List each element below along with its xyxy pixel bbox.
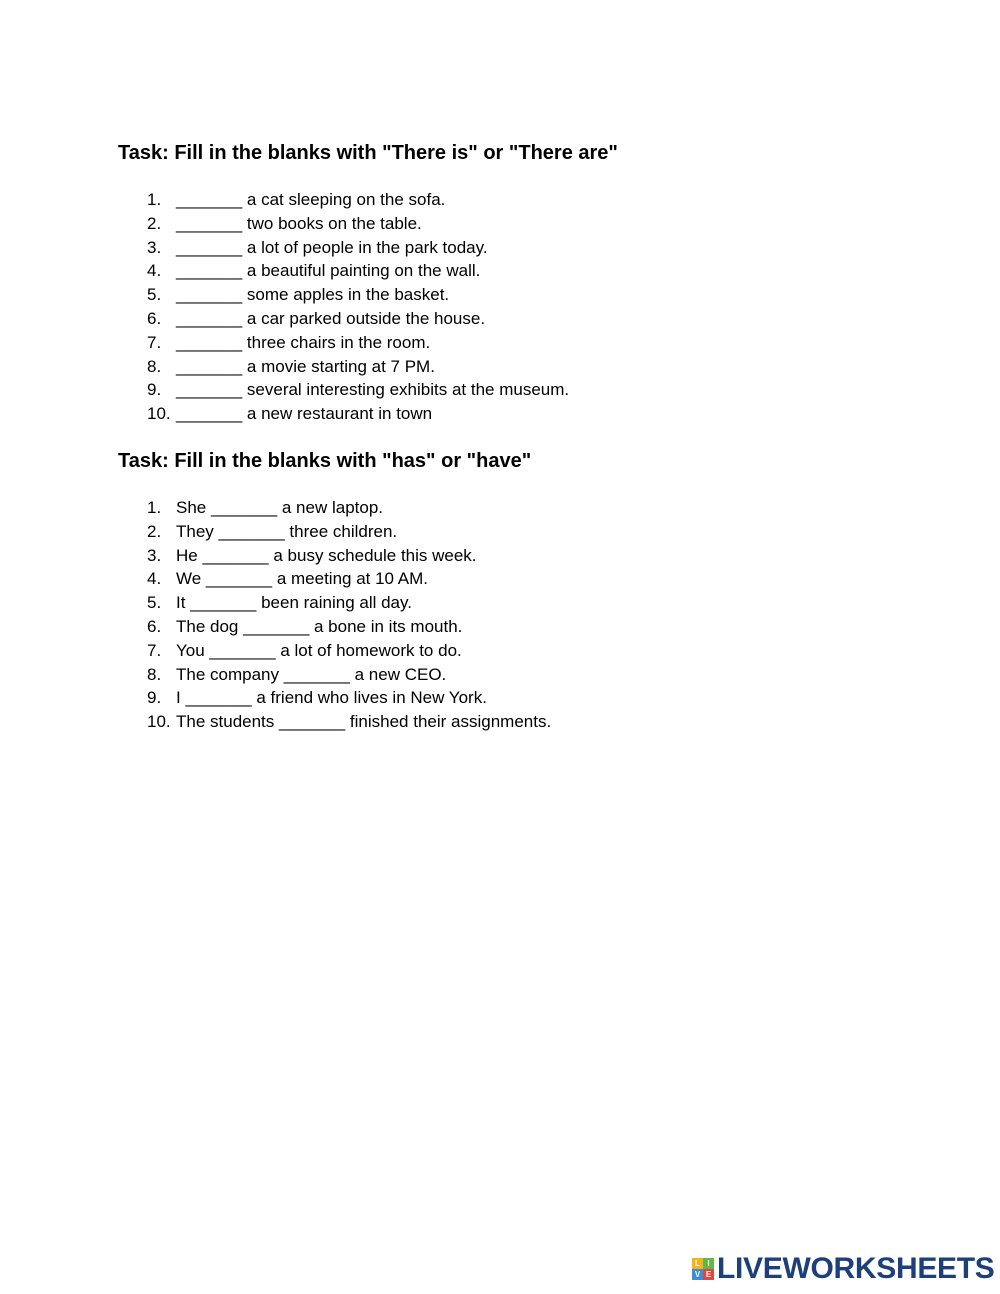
item-number: 1.: [147, 190, 162, 209]
list-item: [147, 710, 551, 734]
item-text: They _______ three children.: [176, 521, 398, 541]
item-number: 1.: [147, 498, 162, 517]
list-item: [147, 188, 569, 212]
item-text: _______ three chairs in the room.: [176, 332, 431, 352]
item-number: 3.: [147, 237, 162, 257]
item-number: 10.: [147, 712, 171, 732]
item-number: 6.: [147, 616, 162, 636]
item-number: 7.: [147, 332, 162, 352]
item-text: You _______ a lot of homework to do.: [176, 640, 462, 660]
item-text: We _______ a meeting at 10 AM.: [176, 569, 429, 589]
task-list: [147, 188, 569, 426]
item-text: _______ a beautiful painting on the wall.: [176, 261, 481, 281]
item-number: 2.: [147, 521, 162, 541]
item-text: She _______ a new laptop.: [176, 498, 384, 517]
item-text: _______ a new restaurant in town: [176, 404, 433, 424]
item-text: _______ some apples in the basket.: [176, 285, 450, 305]
item-number: 4.: [147, 569, 162, 589]
list-item: [147, 567, 551, 591]
list-item: [147, 520, 551, 544]
item-number: 2.: [147, 213, 162, 233]
item-number: 6.: [147, 308, 162, 328]
item-text: It _______ been raining all day.: [176, 593, 412, 613]
item-text: The company _______ a new CEO.: [176, 664, 447, 684]
item-text: The students _______ finished their assignments.: [176, 712, 552, 732]
item-number: 9.: [147, 688, 162, 708]
section-title: Task: Fill in the blanks with "There is" or "There are": [118, 142, 618, 164]
item-number: 4.: [147, 261, 162, 281]
list-item: [147, 591, 551, 615]
logo-mark-letter: E: [703, 1269, 714, 1280]
item-number: 5.: [147, 285, 162, 305]
list-item: [147, 331, 569, 355]
liveworksheets-logo: [692, 1254, 995, 1284]
list-item: [147, 378, 569, 402]
section-title: Task: Fill in the blanks with "has" or "have": [118, 450, 532, 472]
item-text: _______ a lot of people in the park today.: [176, 237, 488, 257]
item-text: The dog _______ a bone in its mouth.: [176, 616, 463, 636]
item-number: 8.: [147, 664, 162, 684]
item-number: 7.: [147, 640, 162, 660]
item-text: _______ a movie starting at 7 PM.: [176, 356, 435, 376]
item-text: _______ two books on the table.: [176, 213, 422, 233]
list-item: [147, 639, 551, 663]
list-item: [147, 236, 569, 260]
list-item: [147, 259, 569, 283]
item-text: He _______ a busy schedule this week.: [176, 545, 477, 565]
liveworksheets-logo-icon: [692, 1258, 714, 1280]
list-item: [147, 686, 551, 710]
logo-mark-letter: L: [692, 1258, 703, 1269]
item-number: 9.: [147, 380, 162, 400]
task-section-has-have: [118, 448, 938, 732]
task-section-there-is-are: [118, 140, 938, 424]
list-item: [147, 496, 551, 520]
list-item: [147, 663, 551, 687]
item-text: _______ a car parked outside the house.: [176, 308, 486, 328]
list-item: [147, 212, 569, 236]
list-item: [147, 544, 551, 568]
task-list: [147, 496, 551, 734]
item-text: _______ a cat sleeping on the sofa.: [176, 190, 446, 209]
item-number: 3.: [147, 545, 162, 565]
item-text: I _______ a friend who lives in New York.: [176, 688, 487, 708]
list-item: [147, 355, 569, 379]
list-item: [147, 402, 569, 426]
list-item: [147, 307, 569, 331]
list-item: [147, 283, 569, 307]
logo-mark-letter: I: [703, 1258, 714, 1269]
item-text: _______ several interesting exhibits at the museum.: [176, 380, 570, 400]
item-number: 8.: [147, 356, 162, 376]
logo-text: LIVEWORKSHEETS: [717, 1252, 995, 1285]
item-number: 5.: [147, 593, 162, 613]
item-number: 10.: [147, 404, 171, 424]
logo-mark-letter: V: [692, 1269, 703, 1280]
list-item: [147, 615, 551, 639]
